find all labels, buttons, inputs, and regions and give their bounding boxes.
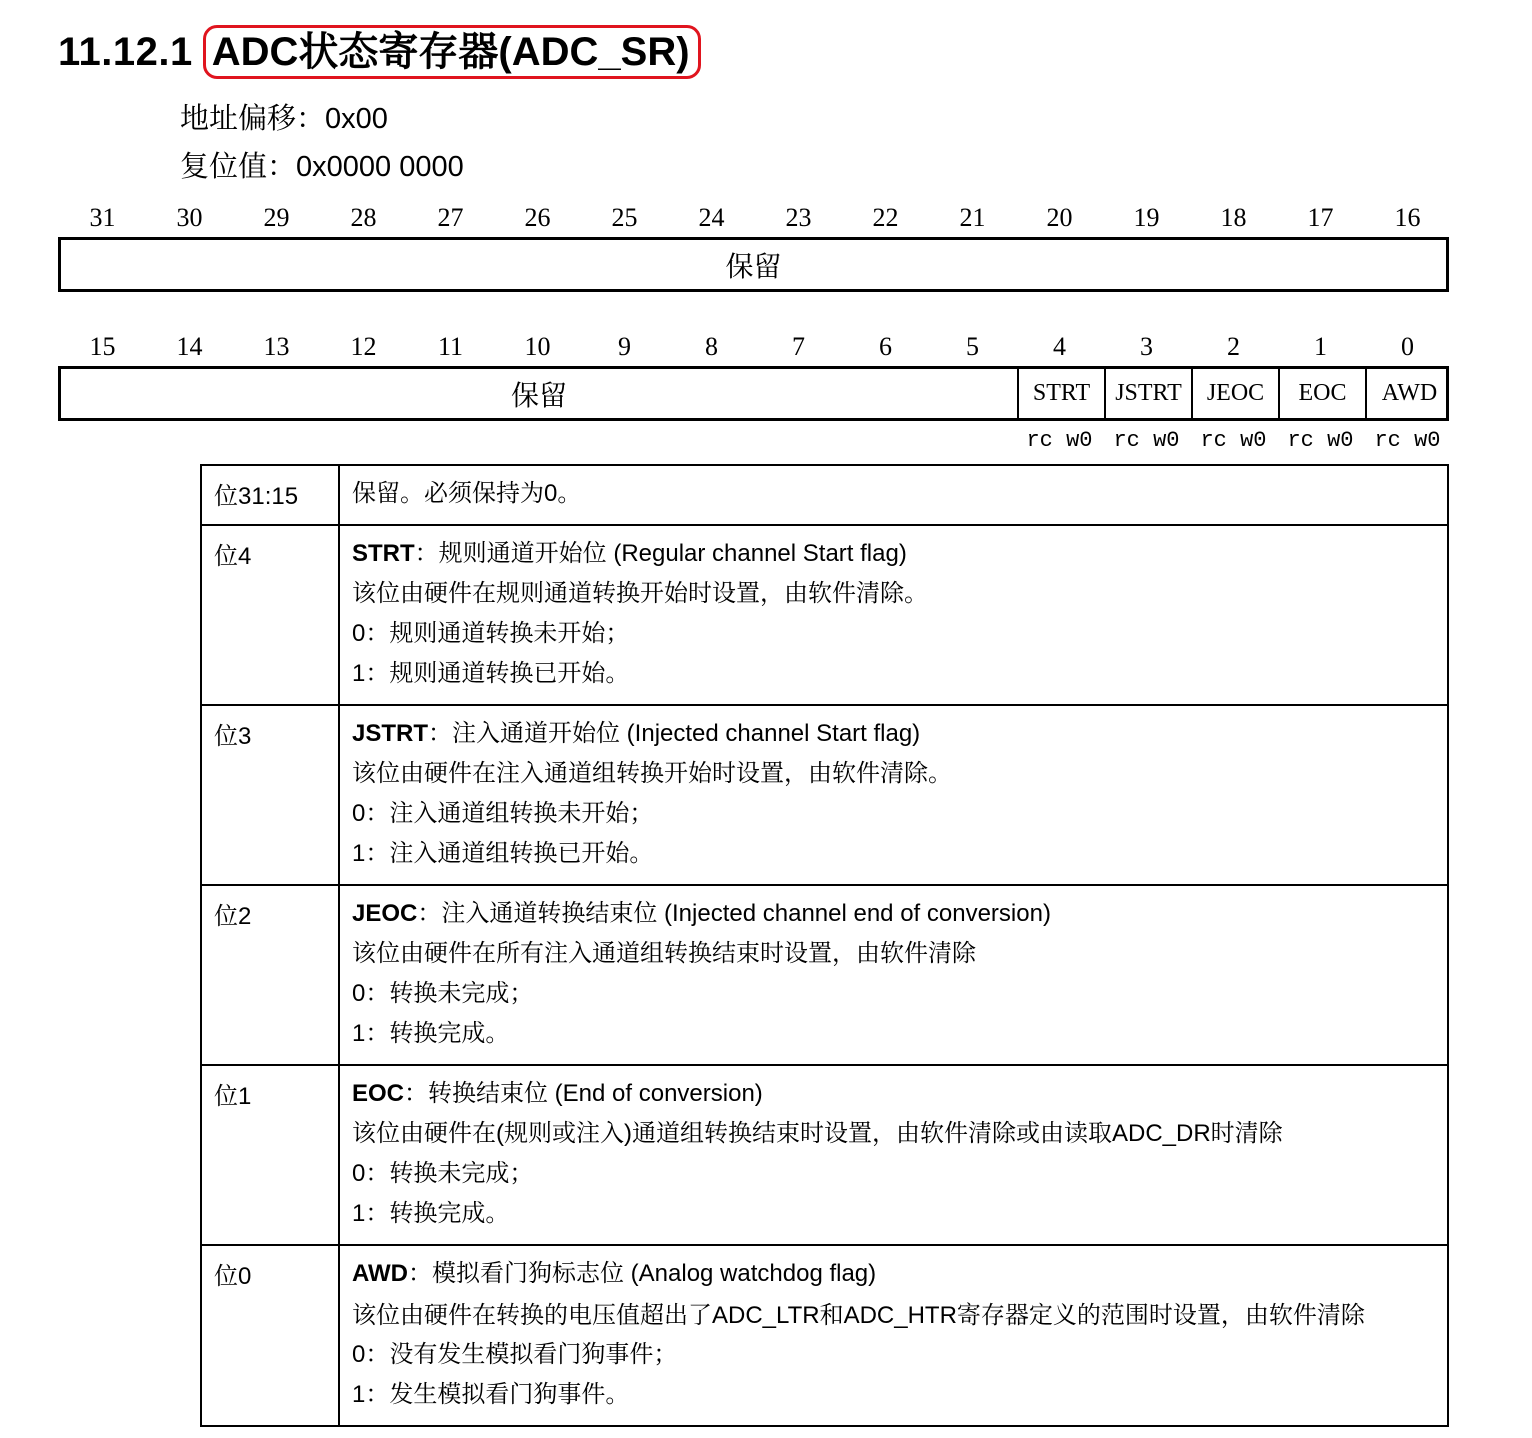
bit-row [201,1065,1448,1245]
bit-row [201,885,1448,1065]
description-line: 0：规则通道转换未开始； [352,620,630,647]
description-line: 1：发生模拟看门狗事件。 [352,1381,630,1408]
bit-number: 15 [89,332,116,361]
description-line: 1：转换完成。 [352,1020,510,1047]
bit-range: 位31:15 [201,465,339,525]
description-line: 0：没有发生模拟看门狗事件； [352,1341,678,1368]
bit-number: 16 [1394,203,1421,232]
field-jstrt: JSTRT [1104,369,1191,418]
bit-description-table [200,464,1449,1427]
field-jeoc: JEOC [1191,369,1278,418]
bit-number: 8 [705,332,718,361]
field-name: EOC [352,1080,405,1107]
bit-number: 19 [1133,203,1160,232]
reserved-field-high: 保留 [725,250,782,282]
bit-number: 23 [785,203,812,232]
address-offset: 地址偏移：0x00 [180,103,388,135]
field-summary: ：转换结束位 (End of conversion) [404,1080,763,1107]
description-line: 该位由硬件在所有注入通道组转换结束时设置，由软件清除 [352,940,976,967]
bit-number: 31 [89,203,116,232]
bit-number: 18 [1220,203,1247,232]
bit-number: 30 [176,203,203,232]
field-summary: ：注入通道开始位 (Injected channel Start flag) [428,720,921,747]
bit-row [201,705,1448,885]
field-summary-line [352,1254,1433,1294]
field-summary: ：规则通道开始位 (Regular channel Start flag) [414,540,907,567]
description-line: 该位由硬件在规则通道转换开始时设置，由软件清除。 [352,580,928,607]
section-number: 11.12.1 [58,29,193,74]
field-summary: ：模拟看门狗标志位 (Analog watchdog flag) [408,1260,877,1287]
bit-number: 27 [437,203,464,232]
reset-value: 复位值：0x0000 0000 [180,151,464,183]
description-line: 1：规则通道转换已开始。 [352,660,630,687]
bit-number: 5 [966,332,979,361]
bit-number: 3 [1140,332,1153,361]
bit-description [339,525,1448,705]
bit-number: 9 [618,332,631,361]
register-low-half [58,366,1449,421]
field-strt: STRT [1017,369,1104,418]
description-line: 0：注入通道组转换未开始； [352,800,654,827]
bit-description [339,885,1448,1065]
field-summary-line [352,474,1433,514]
field-summary-line [352,534,1433,574]
bit-number: 4 [1053,332,1066,361]
field-summary-line [352,1074,1433,1114]
bit-number: 28 [350,203,377,232]
description-line: 0：转换未完成； [352,1160,534,1187]
access-type-jstrt: rc w0 [1113,428,1180,453]
bit-number: 7 [792,332,805,361]
bit-number: 29 [263,203,290,232]
bit-number: 26 [524,203,551,232]
description-line: 0：转换未完成； [352,980,534,1007]
bit-range: 位0 [201,1245,339,1426]
bit-number: 2 [1227,332,1240,361]
bit-row [201,1245,1448,1426]
section-title: ADC状态寄存器(ADC_SR) [203,25,701,79]
description-line: 该位由硬件在(规则或注入)通道组转换结束时设置，由软件清除或由读取ADC_DR时清除 [352,1120,1283,1147]
bit-range: 位2 [201,885,339,1065]
description-line: 该位由硬件在转换的电压值超出了ADC_LTR和ADC_HTR寄存器定义的范围时设置，由软件清除 [352,1302,1365,1329]
bit-range: 位1 [201,1065,339,1245]
description-line: 1：转换完成。 [352,1200,510,1227]
bit-number: 1 [1314,332,1327,361]
section-heading [58,26,701,78]
access-type-strt: rc w0 [1026,428,1093,453]
access-type-eoc: rc w0 [1287,428,1354,453]
bit-number: 14 [176,332,203,361]
description-line: 该位由硬件在注入通道组转换开始时设置，由软件清除。 [352,760,952,787]
bit-number: 21 [959,203,986,232]
bit-number: 6 [879,332,892,361]
bit-description [339,1245,1448,1426]
bit-description [339,465,1448,525]
reserved-field-low: 保留 [510,379,567,411]
field-eoc: EOC [1278,369,1365,418]
bit-range: 位4 [201,525,339,705]
bit-number: 13 [263,332,290,361]
field-summary: ：注入通道转换结束位 (Injected channel end of conversion) [417,900,1051,927]
field-name: JEOC [352,900,418,927]
field-summary: 保留。必须保持为0。 [352,480,582,507]
access-type-jeoc: rc w0 [1200,428,1267,453]
bit-number: 10 [524,332,551,361]
bit-range: 位3 [201,705,339,885]
field-summary-line [352,894,1433,934]
access-type-awd: rc w0 [1374,428,1441,453]
bit-row [201,465,1448,525]
bit-row [201,525,1448,705]
bit-number: 12 [350,332,377,361]
register-high-half [58,237,1449,292]
field-name: STRT [352,540,415,567]
bit-number: 22 [872,203,899,232]
description-line: 1：注入通道组转换已开始。 [352,840,654,867]
bit-number: 20 [1046,203,1073,232]
field-name: AWD [352,1260,408,1287]
bit-number: 17 [1307,203,1334,232]
bit-number: 0 [1401,332,1414,361]
bit-number: 11 [437,332,464,361]
bit-description [339,1065,1448,1245]
bit-description [339,705,1448,885]
field-name: JSTRT [352,720,429,747]
bit-number: 25 [611,203,638,232]
field-summary-line [352,714,1433,754]
field-awd: AWD [1365,369,1452,418]
bit-number: 24 [698,203,725,232]
